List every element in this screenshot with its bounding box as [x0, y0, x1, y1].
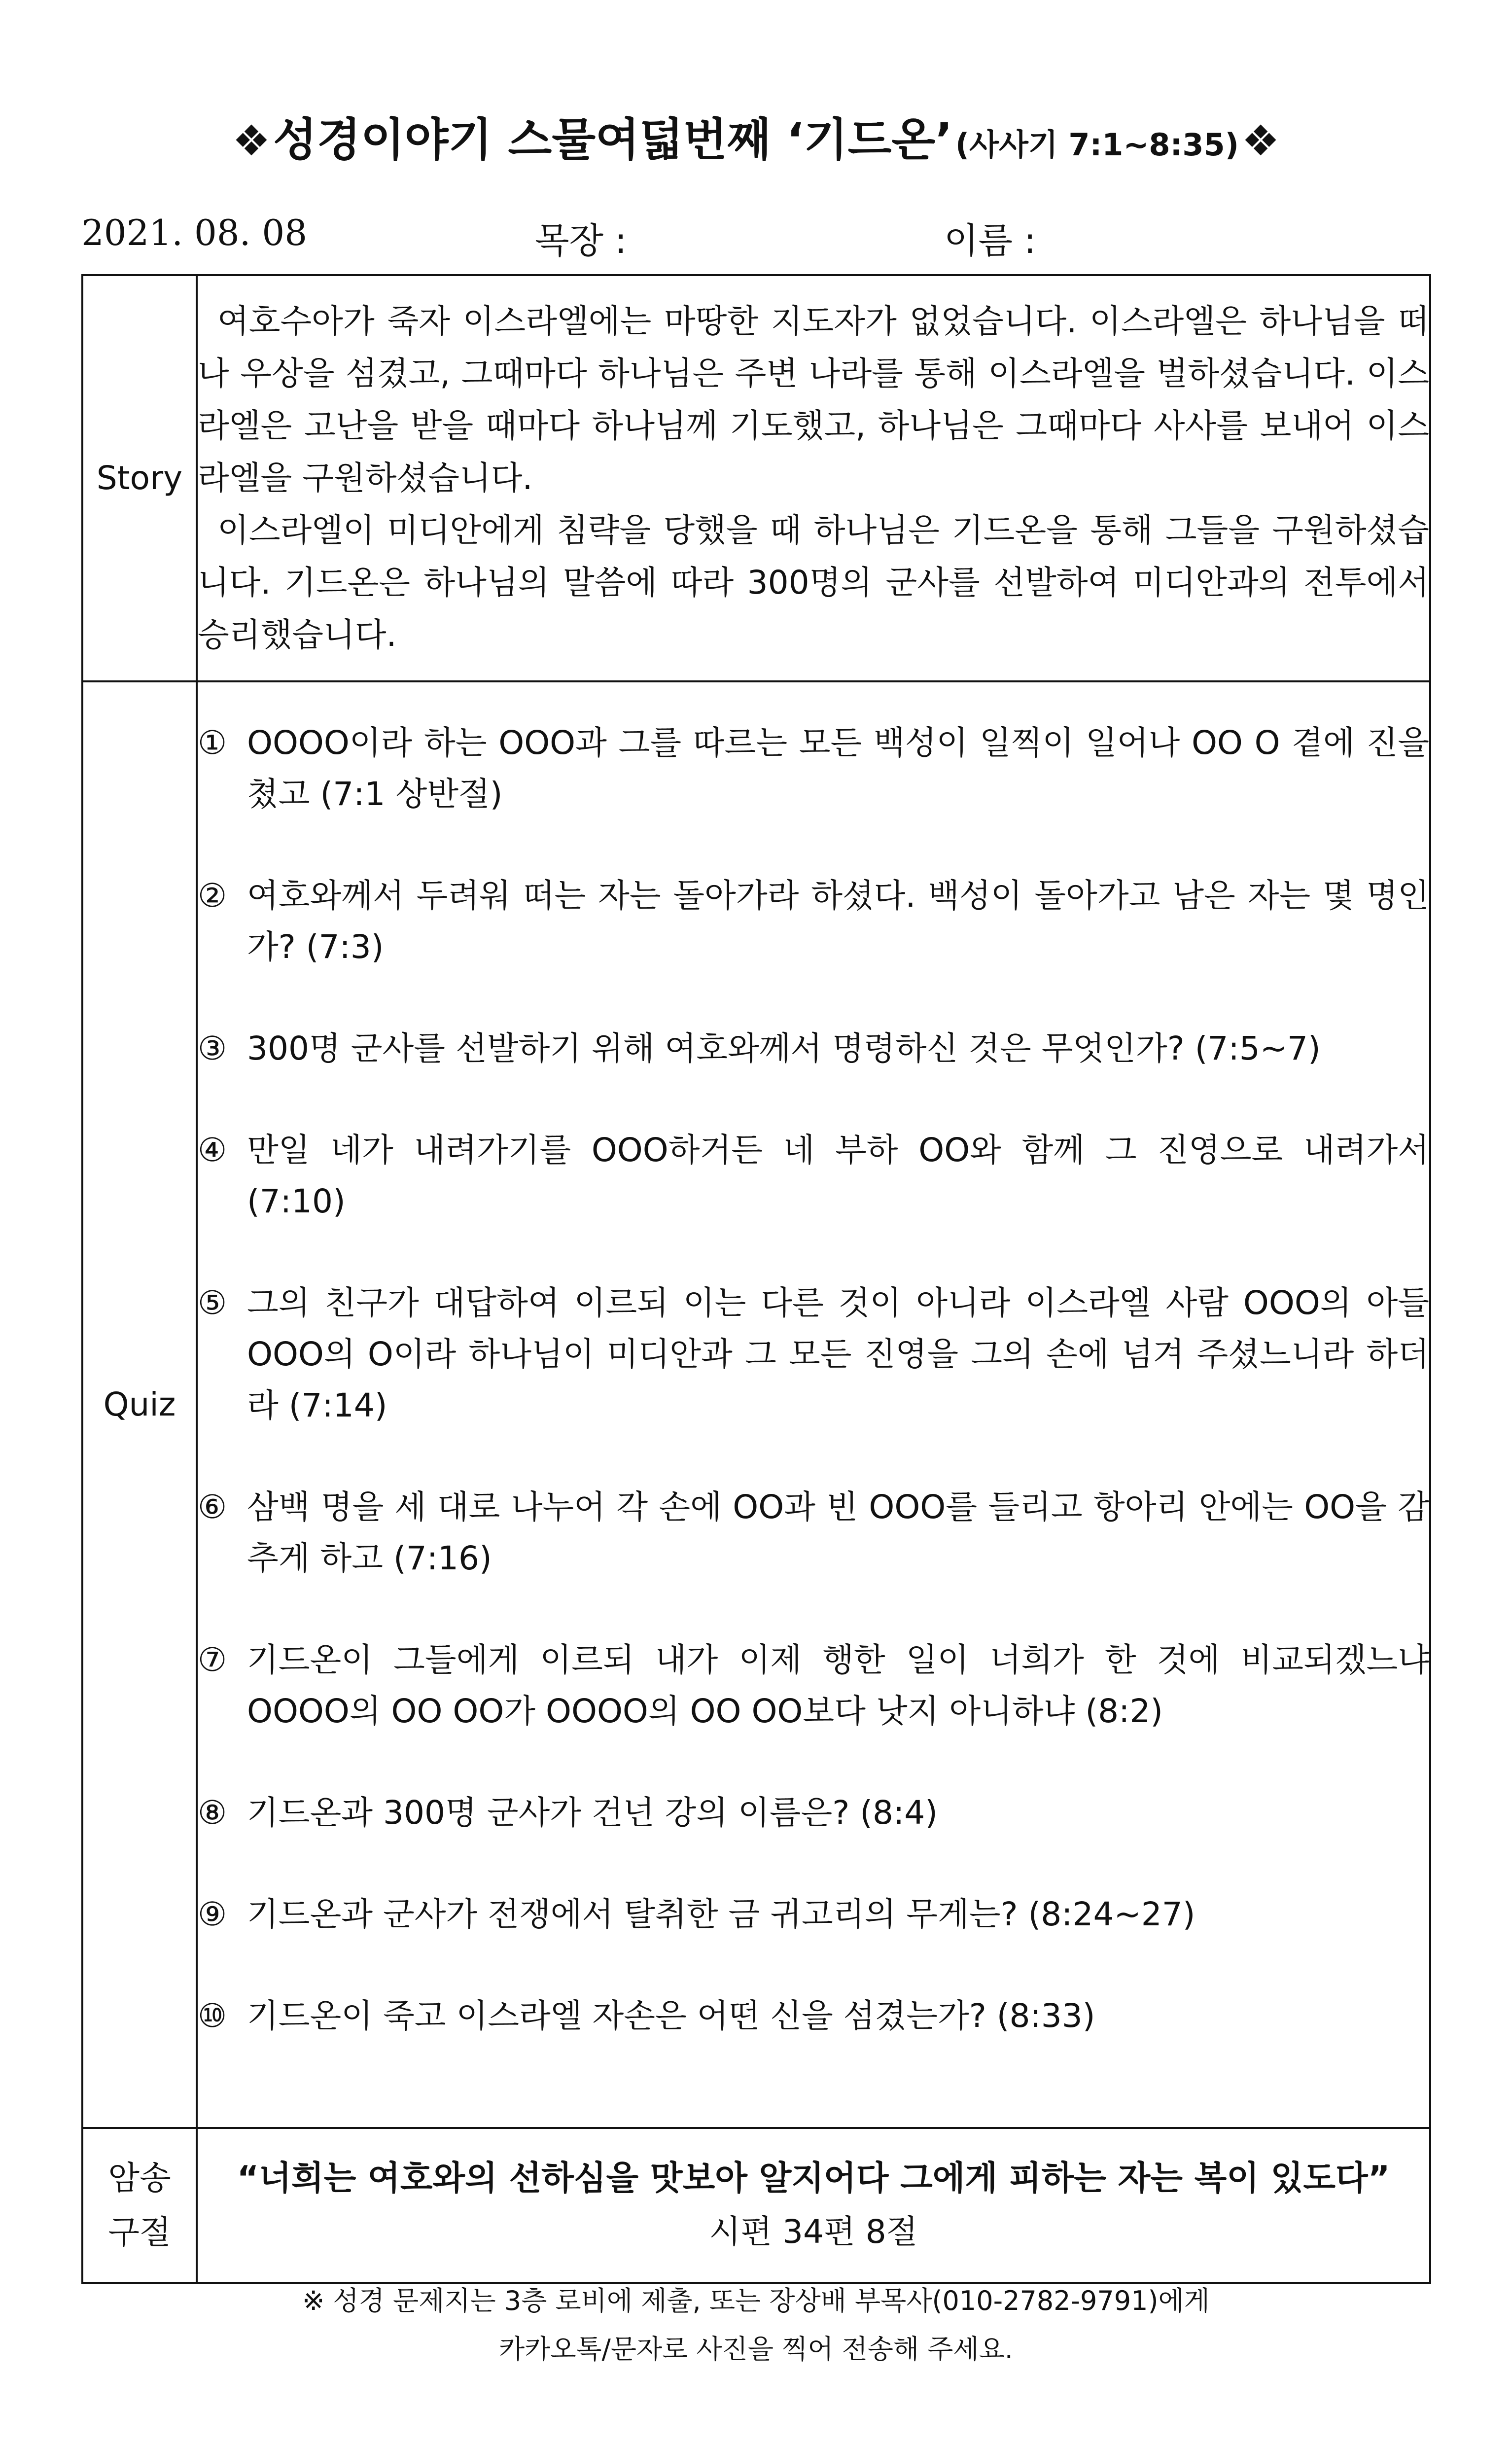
- quiz-item: [198, 1787, 1429, 1839]
- diamond-ornament-icon: ❖: [1241, 116, 1280, 166]
- diamond-ornament-icon: ❖: [232, 116, 271, 166]
- title-main: 성경이야기 스물여덟번째 ‘기드온’: [273, 113, 953, 166]
- quiz-row: [82, 681, 1430, 2128]
- quiz-number: ⑧: [198, 1794, 227, 1832]
- memory-verse-reference: 시편 34편 8절: [709, 2213, 918, 2251]
- quiz-number: ①: [198, 724, 227, 762]
- quiz-number: ⑩: [198, 1997, 227, 2035]
- title-reference: (사사기 7:1~8:35): [955, 127, 1239, 163]
- quiz-question: 기드온이 죽고 이스라엘 자손은 어떤 신을 섬겼는가? (8:33): [247, 1997, 1095, 2035]
- name-label: 이름 :: [944, 220, 1036, 261]
- quiz-item: [198, 1990, 1429, 2042]
- quiz-number: ②: [198, 877, 227, 915]
- footnote-line: 카카오톡/문자로 사진을 찍어 전송해 주세요.: [499, 2334, 1013, 2365]
- quiz-number: ⑦: [198, 1641, 227, 1679]
- quiz-item: [198, 1277, 1429, 1431]
- footnote-line: ※ 성경 문제지는 3층 로비에 제출, 또는 장상배 부목사(010-2782-9791)에게: [302, 2285, 1210, 2316]
- memory-label-line: 암송: [108, 2159, 171, 2197]
- quiz-question: 삼백 명을 세 대로 나누어 각 손에 OO과 빈 OOO를 들리고 항아리 안에는 OO을 감추게 하고 (7:16): [247, 1488, 1429, 1577]
- quiz-item: [198, 1482, 1429, 1584]
- story-paragraph: 이스라엘이 미디안에게 침략을 당했을 때 하나님은 기드온을 통해 그들을 구원하셨습니다. 기드온은 하나님의 말씀에 따라 300명의 군사를 선발하여 미디안과의 전투에서 승리했습니다.: [198, 511, 1429, 654]
- quiz-question: 300명 군사를 선발하기 위해 여호와께서 명령하신 것은 무엇인가? (7:5~7): [247, 1029, 1321, 1067]
- story-row: [82, 275, 1430, 681]
- worksheet-table: [81, 274, 1431, 2284]
- memory-label-line: 구절: [108, 2213, 171, 2251]
- story-content: [197, 275, 1430, 681]
- memory-verse-label: [82, 2128, 197, 2283]
- quiz-item: [198, 717, 1429, 820]
- quiz-content: [197, 681, 1430, 2128]
- worksheet-title: [0, 104, 1512, 169]
- quiz-number: ③: [198, 1029, 227, 1067]
- quiz-question: 기드온과 군사가 전쟁에서 탈취한 금 귀고리의 무게는? (8:24~27): [247, 1895, 1196, 1933]
- info-line: [81, 212, 1432, 266]
- quiz-number: ④: [198, 1131, 227, 1169]
- date-text: 2021. 08. 08: [81, 212, 308, 253]
- pastor-label: 목장 :: [535, 220, 627, 261]
- story-paragraph: 여호수아가 죽자 이스라엘에는 마땅한 지도자가 없었습니다. 이스라엘은 하나님을 떠나 우상을 섬겼고, 그때마다 하나님은 주변 나라를 통해 이스라엘을 벌하셨습니다. 이스라엘은 고난을 받을 때마다 하나님께 기도했고, 하나님은 그때마다 사사를 보내어 이스라엘을 구원하셨습니다.: [198, 302, 1429, 497]
- quiz-question: 그의 친구가 대답하여 이르되 이는 다른 것이 아니라 이스라엘 사람 OOO의 아들 OOO의 O이라 하나님이 미디안과 그 모든 진영을 그의 손에 넘겨 주셨느니라 하더라 (7:14): [247, 1284, 1429, 1424]
- quiz-number: ⑤: [198, 1284, 227, 1322]
- quiz-item: [198, 1889, 1429, 1940]
- quiz-question: OOOO이라 하는 OOO과 그를 따르는 모든 백성이 일찍이 일어나 OO O 곁에 진을 쳤고 (7:1 상반절): [247, 724, 1429, 813]
- quiz-question: 기드온과 300명 군사가 건넌 강의 이름은? (8:4): [247, 1794, 938, 1832]
- memory-verse-text: “너희는 여호와의 선하심을 맛보아 알지어다 그에게 피하는 자는 복이 있도다”: [237, 2159, 1390, 2198]
- quiz-item: [198, 1634, 1429, 1737]
- quiz-label: Quiz: [82, 681, 197, 2128]
- quiz-question: 기드온이 그들에게 이르되 내가 이제 행한 일이 너희가 한 것에 비교되겠느냐 OOOO의 OO OO가 OOOO의 OO OO보다 낫지 아니하냐 (8:2): [247, 1641, 1429, 1730]
- quiz-item: [198, 1125, 1429, 1227]
- memory-verse-row: [82, 2128, 1430, 2283]
- quiz-number: ⑥: [198, 1488, 227, 1526]
- quiz-question: 여호와께서 두려워 떠는 자는 돌아가라 하셨다. 백성이 돌아가고 남은 자는 몇 명인가? (7:3): [247, 877, 1429, 966]
- quiz-item: [198, 1023, 1429, 1074]
- story-label: Story: [82, 275, 197, 681]
- quiz-number: ⑨: [198, 1895, 227, 1933]
- quiz-question: 만일 네가 내려가기를 OOO하거든 네 부하 OO와 함께 그 진영으로 내려가서 (7:10): [247, 1131, 1429, 1220]
- submission-footnote: [0, 2277, 1512, 2374]
- memory-verse-content: [197, 2128, 1430, 2283]
- quiz-item: [198, 870, 1429, 973]
